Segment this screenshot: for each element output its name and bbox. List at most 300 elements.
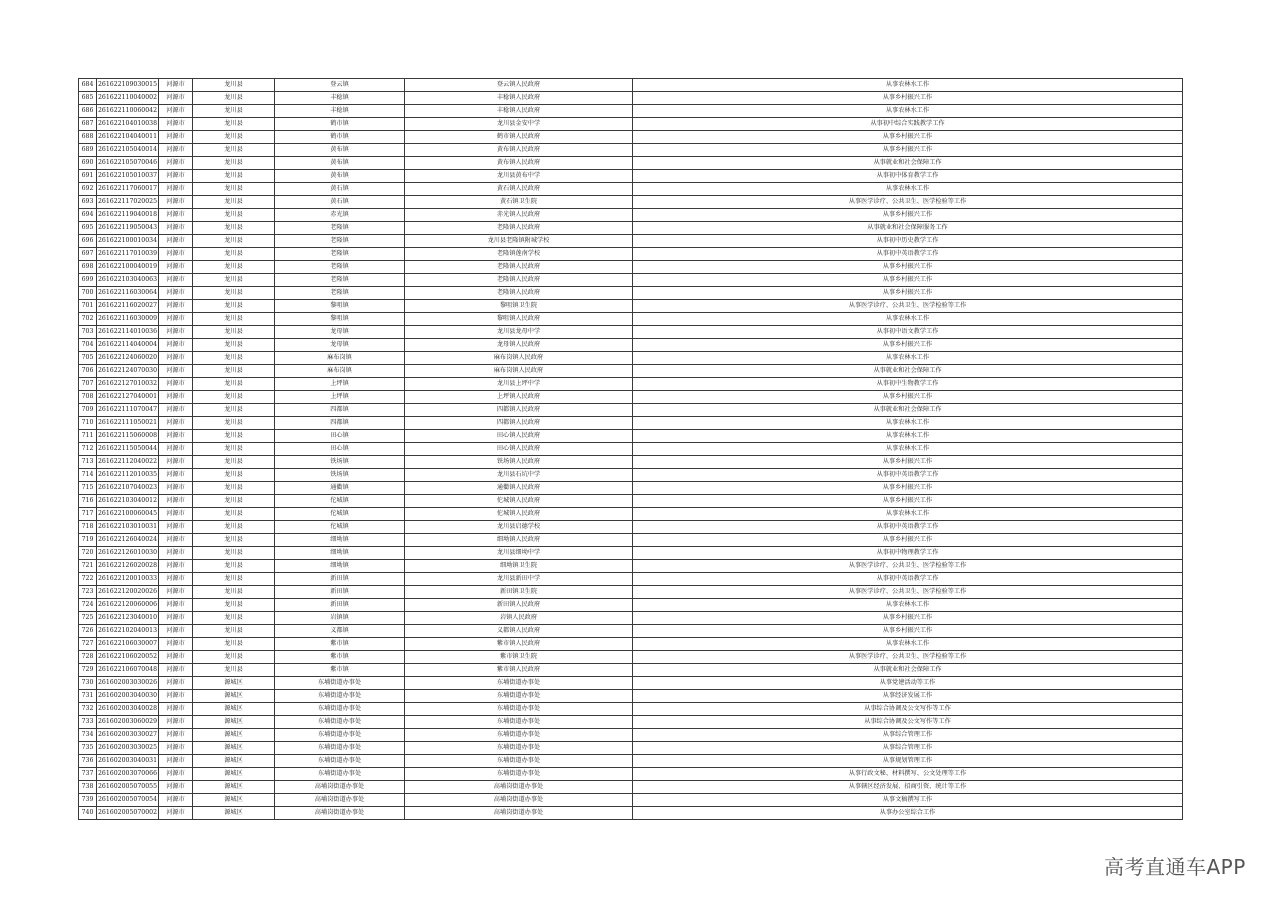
job-description-cell: 从事农林水工作 [633,443,1183,456]
position-code-cell: 261622106070048 [97,664,159,677]
table-row [79,183,1183,196]
county-cell: 龙川县 [193,521,275,534]
row-number-cell: 723 [79,586,97,599]
position-code-cell: 261622116030009 [97,313,159,326]
city-cell: 河源市 [159,157,193,170]
row-number-cell: 735 [79,742,97,755]
city-cell: 河源市 [159,326,193,339]
position-code-cell: 261622124060020 [97,352,159,365]
row-number-cell: 727 [79,638,97,651]
town-cell: 铁场镇 [275,469,405,482]
job-description-cell: 从事初中语文教学工作 [633,326,1183,339]
job-description-cell: 从事乡村振兴工作 [633,274,1183,287]
table-row [79,612,1183,625]
city-cell: 河源市 [159,170,193,183]
county-cell: 龙川县 [193,378,275,391]
table-row [79,521,1183,534]
row-number-cell: 738 [79,781,97,794]
county-cell: 龙川县 [193,92,275,105]
table-row [79,638,1183,651]
city-cell: 河源市 [159,742,193,755]
city-cell: 河源市 [159,768,193,781]
position-code-cell: 261622114010036 [97,326,159,339]
job-description-cell: 从事农林水工作 [633,508,1183,521]
row-number-cell: 732 [79,703,97,716]
row-number-cell: 724 [79,599,97,612]
town-cell: 田心镇 [275,443,405,456]
county-cell: 龙川县 [193,534,275,547]
town-cell: 老隆镇 [275,235,405,248]
row-number-cell: 705 [79,352,97,365]
job-description-cell: 从事初中物理教学工作 [633,547,1183,560]
town-cell: 东埔街道办事处 [275,755,405,768]
town-cell: 丰稔镇 [275,92,405,105]
job-description-cell: 从事乡村振兴工作 [633,209,1183,222]
table-row [79,261,1183,274]
row-number-cell: 730 [79,677,97,690]
county-cell: 源城区 [193,729,275,742]
row-number-cell: 719 [79,534,97,547]
table-row [79,144,1183,157]
position-code-cell: 261602003040030 [97,690,159,703]
job-description-cell: 从事规划管理工作 [633,755,1183,768]
job-description-cell: 从事乡村振兴工作 [633,612,1183,625]
row-number-cell: 692 [79,183,97,196]
table-row [79,781,1183,794]
position-code-cell: 261602005070054 [97,794,159,807]
employer-cell: 黄布镇人民政府 [405,157,633,170]
employer-cell: 高埔岗街道办事处 [405,794,633,807]
employer-cell: 龙川县新田中学 [405,573,633,586]
town-cell: 新田镇 [275,573,405,586]
table-row [79,573,1183,586]
position-code-cell: 261622126020028 [97,560,159,573]
position-code-cell: 261602003040031 [97,755,159,768]
town-cell: 上坪镇 [275,378,405,391]
town-cell: 紫市镇 [275,638,405,651]
county-cell: 龙川县 [193,586,275,599]
row-number-cell: 707 [79,378,97,391]
town-cell: 丰稔镇 [275,105,405,118]
city-cell: 河源市 [159,209,193,222]
row-number-cell: 717 [79,508,97,521]
table-row [79,495,1183,508]
county-cell: 龙川县 [193,547,275,560]
position-code-cell: 261622115050044 [97,443,159,456]
employer-cell: 义都镇人民政府 [405,625,633,638]
town-cell: 赤光镇 [275,209,405,222]
job-description-cell: 从事乡村振兴工作 [633,261,1183,274]
row-number-cell: 708 [79,391,97,404]
employer-cell: 丰稔镇人民政府 [405,105,633,118]
county-cell: 龙川县 [193,235,275,248]
position-code-cell: 261622100060045 [97,508,159,521]
employer-cell: 田心镇人民政府 [405,430,633,443]
employer-cell: 东埔街道办事处 [405,703,633,716]
city-cell: 河源市 [159,235,193,248]
town-cell: 黄石镇 [275,183,405,196]
job-description-cell: 从事综合协调及公文写作等工作 [633,716,1183,729]
row-number-cell: 711 [79,430,97,443]
table-row [79,287,1183,300]
employer-cell: 老隆镇人民政府 [405,222,633,235]
row-number-cell: 713 [79,456,97,469]
job-description-cell: 从事综合协调及公文写作等工作 [633,703,1183,716]
county-cell: 龙川县 [193,573,275,586]
job-description-cell: 从事初中英语教学工作 [633,469,1183,482]
city-cell: 河源市 [159,105,193,118]
county-cell: 龙川县 [193,560,275,573]
town-cell: 黎咀镇 [275,313,405,326]
table-row [79,534,1183,547]
position-code-cell: 261622110060042 [97,105,159,118]
employer-cell: 新田镇人民政府 [405,599,633,612]
position-code-cell: 261622112010035 [97,469,159,482]
job-description-cell: 从事办公室综合工作 [633,807,1183,820]
city-cell: 河源市 [159,352,193,365]
job-description-cell: 从事乡村振兴工作 [633,339,1183,352]
job-description-cell: 从事就业和社会保障工作 [633,157,1183,170]
job-description-cell: 从事乡村振兴工作 [633,625,1183,638]
city-cell: 河源市 [159,482,193,495]
job-description-cell: 从事农林水工作 [633,105,1183,118]
town-cell: 老隆镇 [275,261,405,274]
table-row [79,482,1183,495]
position-code-cell: 261602003030025 [97,742,159,755]
table-row [79,79,1183,92]
town-cell: 田心镇 [275,430,405,443]
employer-cell: 紫市镇人民政府 [405,638,633,651]
city-cell: 河源市 [159,456,193,469]
row-number-cell: 740 [79,807,97,820]
row-number-cell: 718 [79,521,97,534]
table-row [79,391,1183,404]
town-cell: 佗城镇 [275,521,405,534]
county-cell: 龙川县 [193,248,275,261]
job-description-cell: 从事农林水工作 [633,183,1183,196]
employer-cell: 龙川县启德学校 [405,521,633,534]
town-cell: 黄石镇 [275,196,405,209]
employer-cell: 佗城镇人民政府 [405,495,633,508]
county-cell: 龙川县 [193,417,275,430]
table-row [79,456,1183,469]
row-number-cell: 700 [79,287,97,300]
table-row [79,651,1183,664]
row-number-cell: 737 [79,768,97,781]
table-row [79,625,1183,638]
job-description-cell: 从事医学诊疗、公共卫生、医学检验等工作 [633,196,1183,209]
table-row [79,703,1183,716]
employer-cell: 麻布岗镇人民政府 [405,365,633,378]
job-description-cell: 从事农林水工作 [633,430,1183,443]
county-cell: 龙川县 [193,443,275,456]
employer-cell: 老隆镇人民政府 [405,287,633,300]
city-cell: 河源市 [159,521,193,534]
employer-cell: 通衢镇人民政府 [405,482,633,495]
county-cell: 龙川县 [193,144,275,157]
city-cell: 河源市 [159,625,193,638]
town-cell: 黄布镇 [275,144,405,157]
job-description-cell: 从事就业和社会保障工作 [633,664,1183,677]
positions-table [78,78,1183,820]
city-cell: 河源市 [159,131,193,144]
employer-cell: 紫市镇人民政府 [405,664,633,677]
town-cell: 东埔街道办事处 [275,703,405,716]
position-code-cell: 261622105070046 [97,157,159,170]
row-number-cell: 714 [79,469,97,482]
job-description-cell: 从事就业和社会保障工作 [633,365,1183,378]
table-row [79,157,1183,170]
position-code-cell: 261622119050043 [97,222,159,235]
town-cell: 新田镇 [275,599,405,612]
row-number-cell: 731 [79,690,97,703]
employer-cell: 龙母镇人民政府 [405,339,633,352]
employer-cell: 老隆镇莲南学校 [405,248,633,261]
job-description-cell: 从事乡村振兴工作 [633,391,1183,404]
job-description-cell: 从事医学诊疗、公共卫生、医学检验等工作 [633,586,1183,599]
table-row [79,105,1183,118]
table-row [79,404,1183,417]
county-cell: 龙川县 [193,157,275,170]
position-code-cell: 261622120020026 [97,586,159,599]
table-row [79,742,1183,755]
town-cell: 登云镇 [275,79,405,92]
city-cell: 河源市 [159,443,193,456]
row-number-cell: 715 [79,482,97,495]
employer-cell: 老隆镇人民政府 [405,274,633,287]
county-cell: 龙川县 [193,79,275,92]
table-row [79,339,1183,352]
employer-cell: 麻布岗镇人民政府 [405,352,633,365]
employer-cell: 四都镇人民政府 [405,404,633,417]
town-cell: 东埔街道办事处 [275,768,405,781]
town-cell: 佗城镇 [275,495,405,508]
county-cell: 龙川县 [193,612,275,625]
position-code-cell: 261622100040019 [97,261,159,274]
county-cell: 源城区 [193,781,275,794]
row-number-cell: 722 [79,573,97,586]
employer-cell: 黎咀镇卫生院 [405,300,633,313]
town-cell: 鹤市镇 [275,131,405,144]
employer-cell: 高埔岗街道办事处 [405,781,633,794]
job-description-cell: 从事初中英语教学工作 [633,248,1183,261]
city-cell: 河源市 [159,274,193,287]
row-number-cell: 691 [79,170,97,183]
position-code-cell: 261622127010032 [97,378,159,391]
town-cell: 鹤市镇 [275,118,405,131]
county-cell: 龙川县 [193,391,275,404]
employer-cell: 登云镇人民政府 [405,79,633,92]
city-cell: 河源市 [159,365,193,378]
watermark-text: 高考直通车APP [1104,855,1246,879]
table-row [79,547,1183,560]
city-cell: 河源市 [159,404,193,417]
county-cell: 龙川县 [193,339,275,352]
town-cell: 龙母镇 [275,339,405,352]
job-description-cell: 从事医学诊疗、公共卫生、医学检验等工作 [633,560,1183,573]
city-cell: 河源市 [159,222,193,235]
job-description-cell: 从事乡村振兴工作 [633,92,1183,105]
employer-cell: 龙川县龙母中学 [405,326,633,339]
row-number-cell: 704 [79,339,97,352]
city-cell: 河源市 [159,534,193,547]
table-row [79,508,1183,521]
job-description-cell: 从事初中综合实践教学工作 [633,118,1183,131]
job-description-cell: 从事就业和社会保障服务工作 [633,222,1183,235]
table-row [79,443,1183,456]
county-cell: 源城区 [193,742,275,755]
job-description-cell: 从事乡村振兴工作 [633,131,1183,144]
job-description-cell: 从事初中英语教学工作 [633,573,1183,586]
county-cell: 龙川县 [193,183,275,196]
row-number-cell: 725 [79,612,97,625]
city-cell: 河源市 [159,586,193,599]
town-cell: 黎咀镇 [275,300,405,313]
row-number-cell: 690 [79,157,97,170]
table-row [79,716,1183,729]
job-description-cell: 从事初中生物教学工作 [633,378,1183,391]
job-description-cell: 从事乡村振兴工作 [633,287,1183,300]
row-number-cell: 712 [79,443,97,456]
town-cell: 高埔岗街道办事处 [275,794,405,807]
table-row [79,170,1183,183]
city-cell: 河源市 [159,560,193,573]
position-code-cell: 261622104010038 [97,118,159,131]
town-cell: 通衢镇 [275,482,405,495]
table-row [79,352,1183,365]
employer-cell: 新田镇卫生院 [405,586,633,599]
position-code-cell: 261622112040022 [97,456,159,469]
employer-cell: 龙川县金安中学 [405,118,633,131]
row-number-cell: 728 [79,651,97,664]
town-cell: 紫市镇 [275,651,405,664]
town-cell: 老隆镇 [275,248,405,261]
town-cell: 麻布岗镇 [275,352,405,365]
county-cell: 龙川县 [193,508,275,521]
city-cell: 河源市 [159,248,193,261]
position-code-cell: 261622120060006 [97,599,159,612]
city-cell: 河源市 [159,638,193,651]
employer-cell: 黄石镇卫生院 [405,196,633,209]
city-cell: 河源市 [159,651,193,664]
job-description-cell: 从事文稿撰写工作 [633,794,1183,807]
county-cell: 龙川县 [193,495,275,508]
row-number-cell: 703 [79,326,97,339]
county-cell: 龙川县 [193,664,275,677]
employer-cell: 东埔街道办事处 [405,729,633,742]
county-cell: 龙川县 [193,482,275,495]
position-code-cell: 261622105040014 [97,144,159,157]
county-cell: 源城区 [193,677,275,690]
employer-cell: 龙川县石坑中学 [405,469,633,482]
job-description-cell: 从事农林水工作 [633,79,1183,92]
position-code-cell: 261622117020025 [97,196,159,209]
employer-cell: 高埔岗街道办事处 [405,807,633,820]
position-code-cell: 261622119040018 [97,209,159,222]
job-description-cell: 从事乡村振兴工作 [633,534,1183,547]
employer-cell: 岩镇人民政府 [405,612,633,625]
city-cell: 河源市 [159,781,193,794]
row-number-cell: 697 [79,248,97,261]
town-cell: 麻布岗镇 [275,365,405,378]
town-cell: 四都镇 [275,417,405,430]
table-row [79,417,1183,430]
row-number-cell: 684 [79,79,97,92]
town-cell: 岩镇镇 [275,612,405,625]
county-cell: 龙川县 [193,313,275,326]
employer-cell: 龙川县老隆镇附城学校 [405,235,633,248]
county-cell: 龙川县 [193,274,275,287]
row-number-cell: 720 [79,547,97,560]
city-cell: 河源市 [159,144,193,157]
position-code-cell: 261622102040013 [97,625,159,638]
city-cell: 河源市 [159,92,193,105]
positions-table-body [79,79,1183,820]
row-number-cell: 736 [79,755,97,768]
town-cell: 东埔街道办事处 [275,690,405,703]
employer-cell: 东埔街道办事处 [405,716,633,729]
job-description-cell: 从事农林水工作 [633,599,1183,612]
row-number-cell: 710 [79,417,97,430]
row-number-cell: 729 [79,664,97,677]
row-number-cell: 687 [79,118,97,131]
position-code-cell: 261622127040001 [97,391,159,404]
county-cell: 龙川县 [193,326,275,339]
city-cell: 河源市 [159,183,193,196]
town-cell: 铁场镇 [275,456,405,469]
county-cell: 龙川县 [193,222,275,235]
town-cell: 上坪镇 [275,391,405,404]
city-cell: 河源市 [159,794,193,807]
employer-cell: 四都镇人民政府 [405,417,633,430]
positions-table-page [78,78,1162,820]
town-cell: 佗城镇 [275,508,405,521]
city-cell: 河源市 [159,417,193,430]
city-cell: 河源市 [159,378,193,391]
job-description-cell: 从事初中英语教学工作 [633,521,1183,534]
employer-cell: 龙川县细坳中学 [405,547,633,560]
town-cell: 东埔街道办事处 [275,742,405,755]
position-code-cell: 261602003060029 [97,716,159,729]
table-row [79,222,1183,235]
county-cell: 源城区 [193,794,275,807]
city-cell: 河源市 [159,118,193,131]
table-row [79,755,1183,768]
position-code-cell: 261622117010039 [97,248,159,261]
city-cell: 河源市 [159,690,193,703]
city-cell: 河源市 [159,313,193,326]
row-number-cell: 733 [79,716,97,729]
city-cell: 河源市 [159,469,193,482]
employer-cell: 东埔街道办事处 [405,677,633,690]
position-code-cell: 261622114040004 [97,339,159,352]
job-description-cell: 从事行政文秘、材料撰写、公文处理等工作 [633,768,1183,781]
town-cell: 义都镇 [275,625,405,638]
position-code-cell: 261622126040024 [97,534,159,547]
town-cell: 细坳镇 [275,547,405,560]
county-cell: 龙川县 [193,170,275,183]
row-number-cell: 699 [79,274,97,287]
county-cell: 龙川县 [193,404,275,417]
county-cell: 龙川县 [193,651,275,664]
row-number-cell: 706 [79,365,97,378]
town-cell: 东埔街道办事处 [275,729,405,742]
city-cell: 河源市 [159,196,193,209]
job-description-cell: 从事辖区经济发展、招商引资、统计等工作 [633,781,1183,794]
job-description-cell: 从事初中体育教学工作 [633,170,1183,183]
town-cell: 高埔岗街道办事处 [275,781,405,794]
position-code-cell: 261622116020027 [97,300,159,313]
